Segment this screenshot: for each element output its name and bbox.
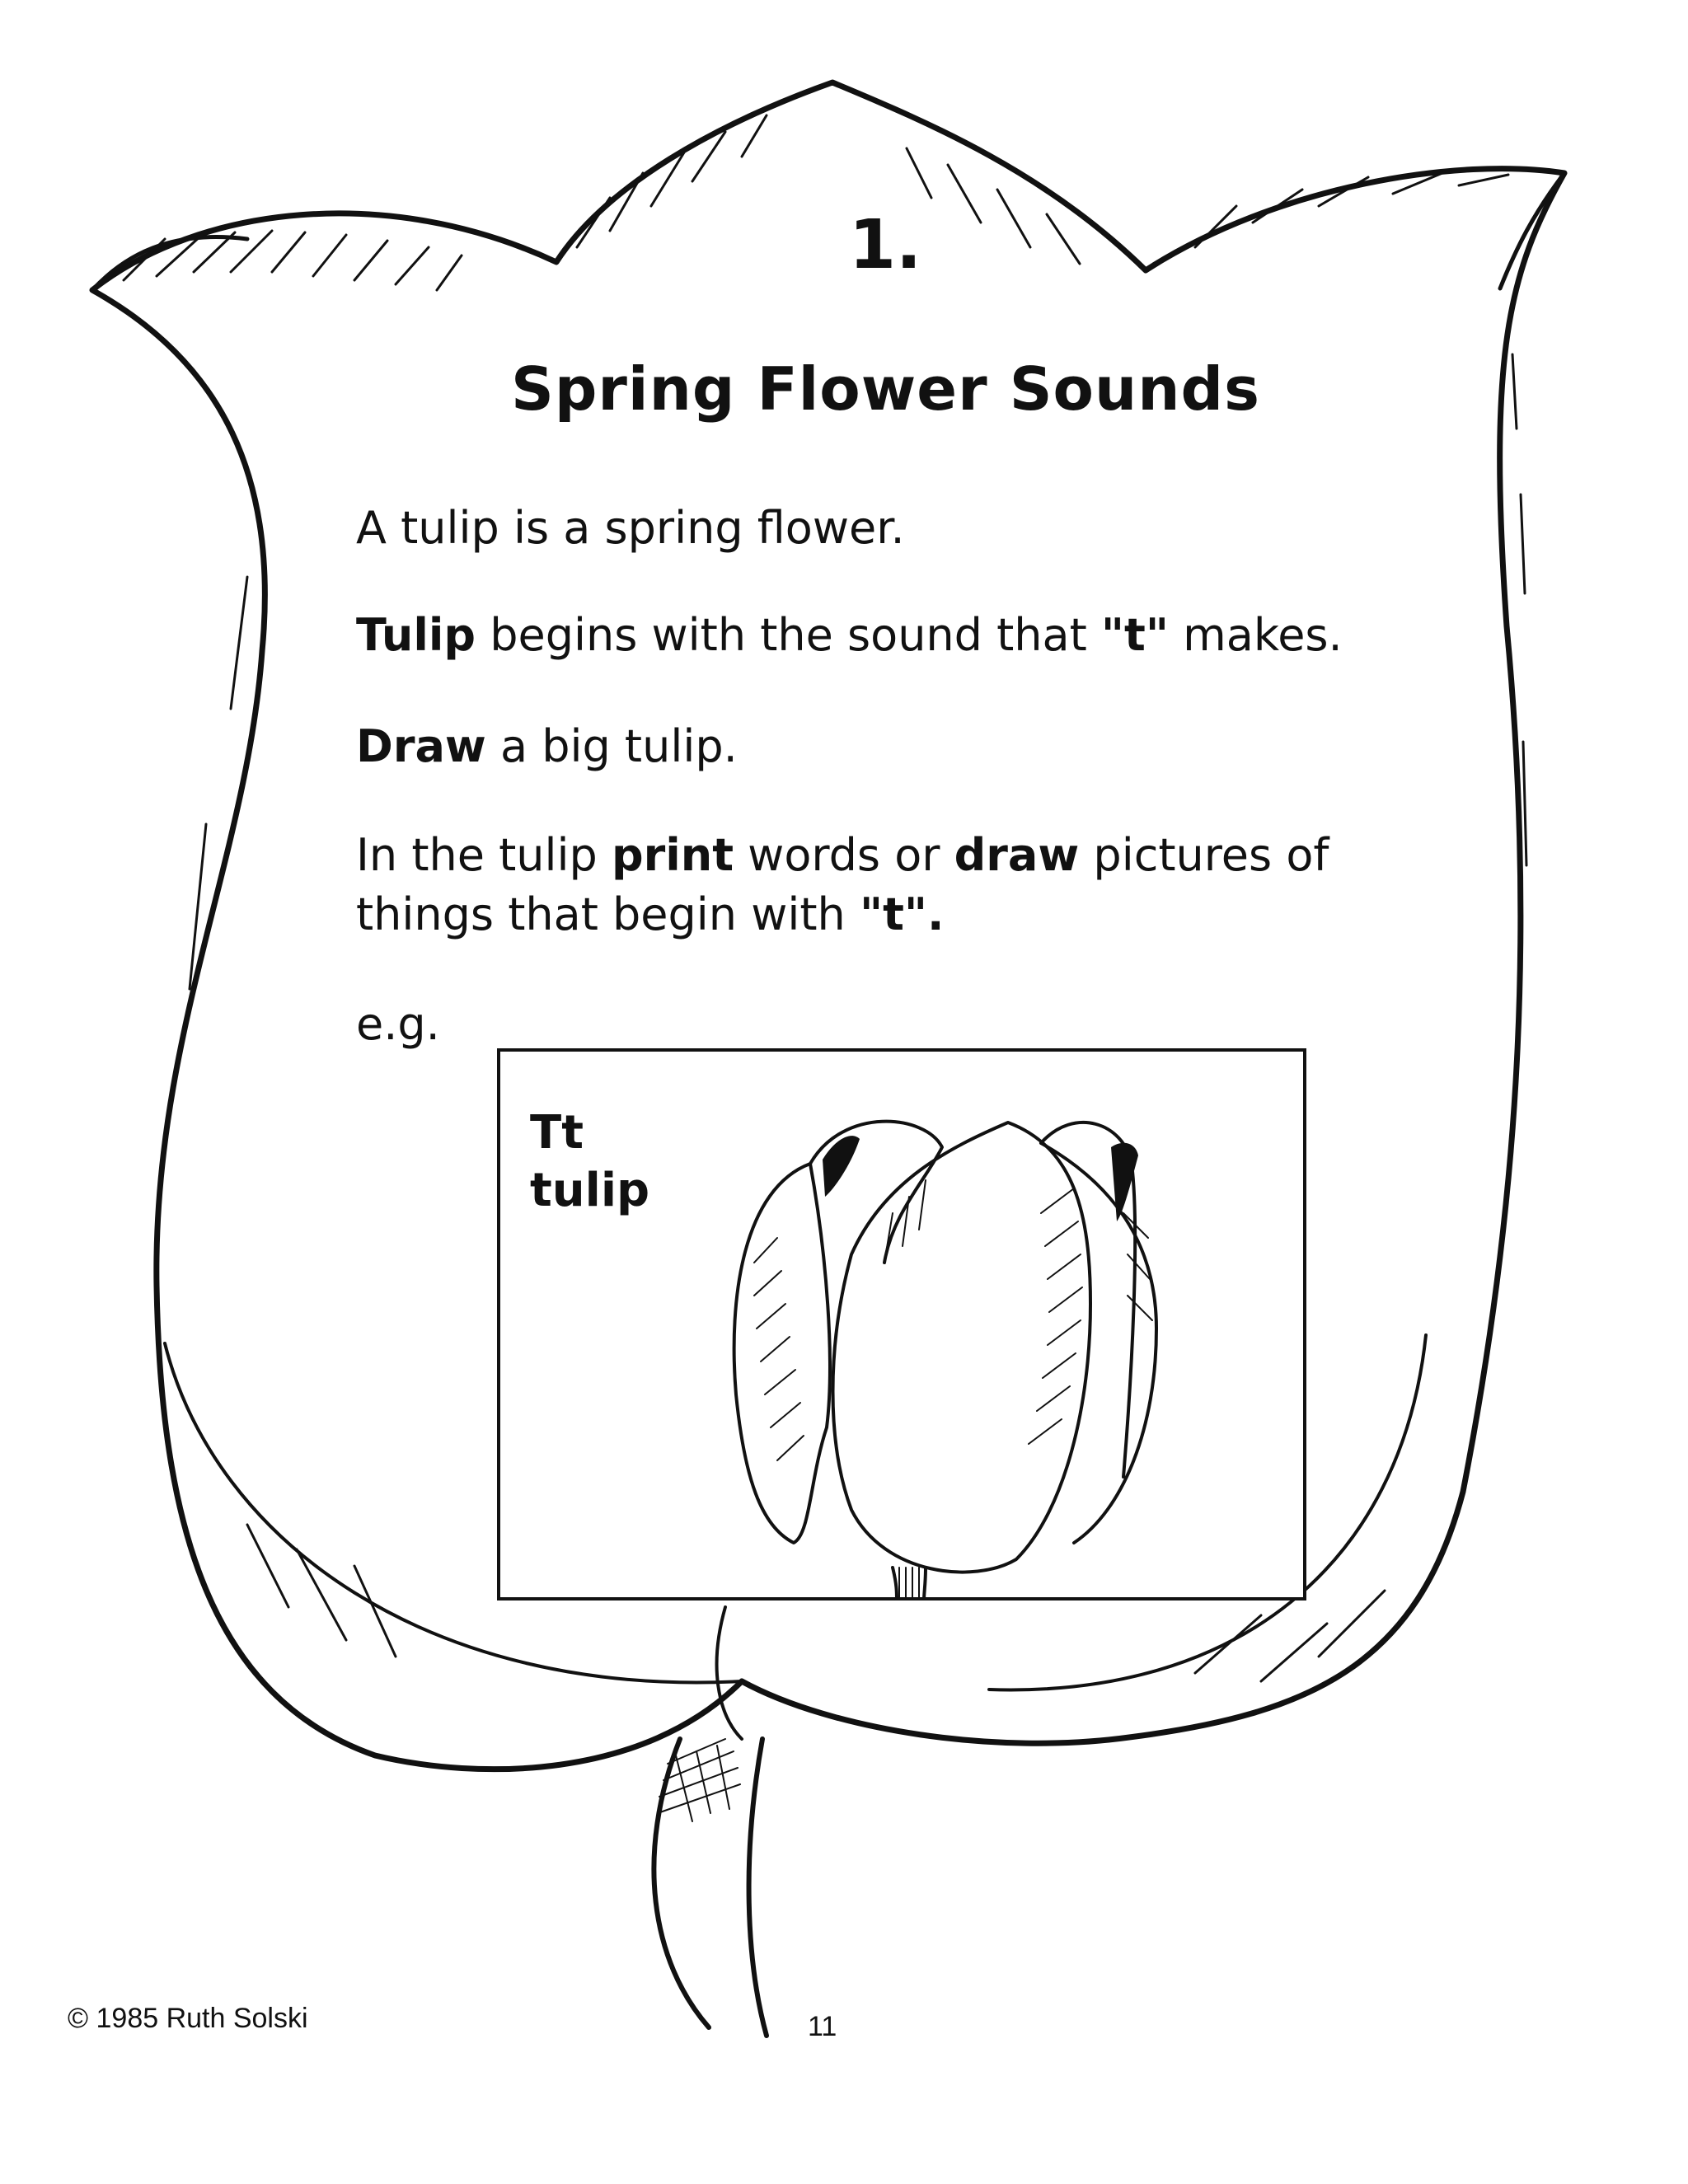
page-title: Spring Flower Sounds bbox=[511, 354, 1260, 424]
bold-word-print: print bbox=[611, 829, 734, 881]
line2-text-b: makes. bbox=[1169, 609, 1343, 661]
page-number: 11 bbox=[808, 2011, 837, 2042]
copyright-notice: © 1985 Ruth Solski bbox=[68, 2003, 308, 2034]
instruction-line-4a bbox=[356, 826, 1329, 885]
activity-number: 1. bbox=[849, 206, 922, 284]
bold-word-draw-2: draw bbox=[954, 829, 1080, 881]
bold-word-draw: Draw bbox=[356, 720, 486, 772]
instruction-line-3 bbox=[356, 717, 738, 776]
line3-text: a big tulip. bbox=[485, 720, 738, 772]
line4-text-c: pictures of bbox=[1079, 829, 1329, 881]
line4b-text-a: things that begin with bbox=[356, 888, 860, 940]
example-label: e.g. bbox=[356, 998, 440, 1050]
example-box-label bbox=[530, 1104, 649, 1220]
bold-quote-t-2: "t". bbox=[859, 888, 945, 940]
instruction-line-1: A tulip is a spring flower. bbox=[356, 502, 905, 554]
bold-word-tulip: Tulip bbox=[356, 609, 476, 661]
example-word: tulip bbox=[530, 1164, 650, 1217]
instruction-line-4b bbox=[356, 885, 1329, 944]
line4-text-b: words or bbox=[734, 829, 954, 881]
line4-text-a: In the tulip bbox=[356, 829, 612, 881]
line2-text-a: begins with the sound that bbox=[476, 609, 1101, 661]
instruction-line-4 bbox=[356, 826, 1329, 944]
instruction-line-2 bbox=[356, 606, 1343, 665]
example-letter: Tt bbox=[530, 1106, 584, 1160]
bold-quote-t: "t" bbox=[1100, 609, 1169, 661]
